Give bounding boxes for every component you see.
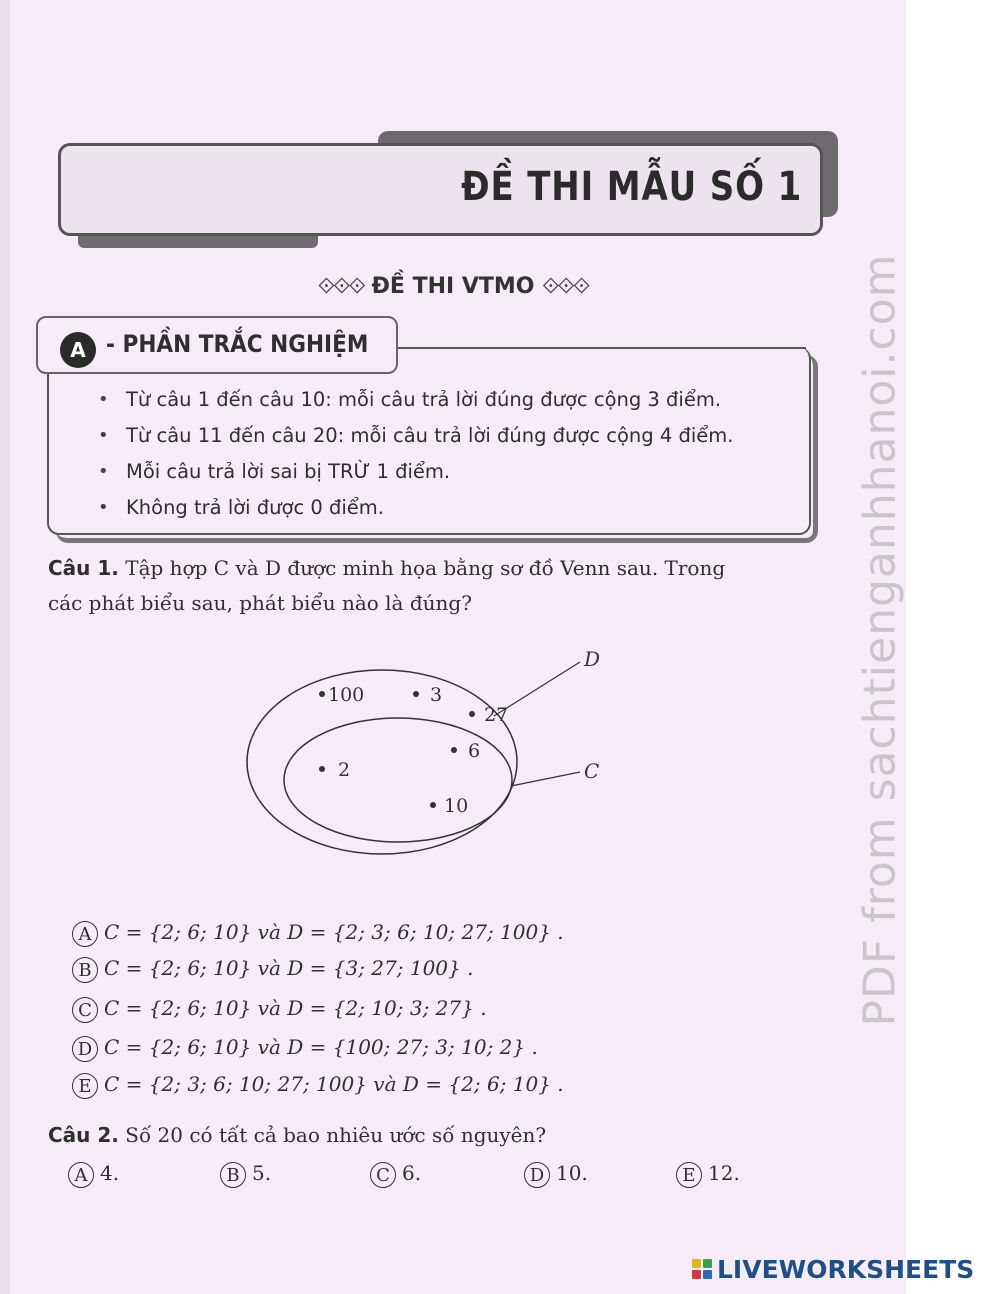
element-dot xyxy=(430,802,436,808)
liveworksheets-logo[interactable] xyxy=(692,1254,974,1284)
set-d-ellipse xyxy=(247,670,517,854)
title-banner xyxy=(58,143,823,236)
option-text: 4. xyxy=(100,1161,120,1185)
logo-grid-icon xyxy=(692,1259,712,1279)
option-letter-circle[interactable]: A xyxy=(72,921,98,947)
q2-option-c[interactable] xyxy=(370,1158,421,1188)
option-text: 12. xyxy=(708,1161,740,1185)
element-label: 27 xyxy=(484,704,509,726)
page-title: ĐỀ THI MẪU SỐ 1 xyxy=(461,164,802,210)
element-label: 3 xyxy=(430,684,443,706)
ornament-right-icon: ⟐⟐⟐ xyxy=(542,274,589,299)
element-label: 100 xyxy=(328,684,365,706)
q2-option-a[interactable] xyxy=(68,1158,119,1188)
element-dot xyxy=(413,691,419,697)
q2-option-b[interactable] xyxy=(220,1158,271,1188)
option-text: C = {2; 6; 10} và D = {2; 3; 6; 10; 27; 100} . xyxy=(104,920,564,944)
subtitle-text: ĐỀ THI VTMO xyxy=(371,274,535,299)
exam-subtitle xyxy=(0,274,906,299)
question-2-text: Số 20 có tất cả bao nhiêu ước số nguyên? xyxy=(125,1123,547,1147)
element-label: 6 xyxy=(468,740,481,762)
option-letter-circle[interactable]: A xyxy=(68,1162,94,1188)
rule-item: • Không trả lời được 0 điểm. xyxy=(96,491,733,527)
question-1-line2: các phát biểu sau, phát biểu nào là đúng? xyxy=(48,591,472,615)
question-1-stem xyxy=(48,556,725,580)
option-text: C = {2; 3; 6; 10; 27; 100} và D = {2; 6; 10} . xyxy=(104,1072,564,1096)
option-text: C = {2; 6; 10} và D = {3; 27; 100} . xyxy=(104,956,474,980)
element-label: 2 xyxy=(338,759,351,781)
option-letter-circle[interactable]: D xyxy=(72,1036,98,1062)
option-letter-circle[interactable]: D xyxy=(524,1162,550,1188)
rule-item: • Từ câu 11 đến câu 20: mỗi câu trả lời đúng được cộng 4 điểm. xyxy=(96,419,733,455)
ornament-left-icon: ⟐⟐⟐ xyxy=(317,274,364,299)
option-text: 5. xyxy=(252,1161,272,1185)
q2-option-e[interactable] xyxy=(676,1158,740,1188)
element-dot xyxy=(451,747,457,753)
section-top-rule xyxy=(390,347,806,349)
watermark: PDF from sachtienganhhanoi.com xyxy=(854,253,906,1027)
element-dot xyxy=(469,711,475,717)
venn-diagram xyxy=(240,640,640,870)
logo-square xyxy=(692,1259,701,1268)
set-c-label: C xyxy=(584,759,600,783)
question-1-line1: Tập hợp C và D được minh họa bằng sơ đồ Venn sau. Trong xyxy=(125,556,726,580)
section-title: - PHẦN TRẮC NGHIỆM xyxy=(106,330,369,358)
option-text: 10. xyxy=(556,1161,588,1185)
question-2-label: Câu 2. xyxy=(48,1123,119,1147)
option-text: C = {2; 6; 10} và D = {2; 10; 3; 27} . xyxy=(104,996,487,1020)
q1-option-e[interactable] xyxy=(72,1069,564,1099)
q1-option-b[interactable] xyxy=(72,953,473,983)
scan-edge xyxy=(0,0,10,1294)
logo-square xyxy=(703,1259,712,1268)
logo-text: LIVEWORKSHEETS xyxy=(717,1254,975,1284)
logo-square xyxy=(703,1270,712,1279)
set-c-pointer xyxy=(511,772,580,786)
option-letter-circle[interactable]: B xyxy=(72,957,98,983)
option-letter-circle[interactable]: E xyxy=(676,1162,702,1188)
element-label: 10 xyxy=(444,795,469,817)
question-1-label: Câu 1. xyxy=(48,556,119,580)
option-letter-circle[interactable]: C xyxy=(72,997,98,1023)
q1-option-c[interactable] xyxy=(72,993,487,1023)
rule-item: • Từ câu 1 đến câu 10: mỗi câu trả lời đúng được cộng 3 điểm. xyxy=(96,383,733,419)
q2-option-d[interactable] xyxy=(524,1158,588,1188)
section-badge: A xyxy=(60,332,96,368)
logo-square xyxy=(692,1270,701,1279)
option-letter-circle[interactable]: B xyxy=(220,1162,246,1188)
option-letter-circle[interactable]: E xyxy=(72,1073,98,1099)
question-2-stem xyxy=(48,1123,546,1147)
option-text: C = {2; 6; 10} và D = {100; 27; 3; 10; 2} . xyxy=(104,1035,538,1059)
scoring-rules-list xyxy=(96,383,733,527)
set-d-label: D xyxy=(584,647,601,671)
q1-option-a[interactable] xyxy=(72,917,564,947)
element-dot xyxy=(319,766,325,772)
q1-option-d[interactable] xyxy=(72,1032,538,1062)
set-c-ellipse xyxy=(284,718,512,842)
element-dot xyxy=(319,691,325,697)
option-text: 6. xyxy=(402,1161,422,1185)
option-letter-circle[interactable]: C xyxy=(370,1162,396,1188)
rule-item: • Mỗi câu trả lời sai bị TRỪ 1 điểm. xyxy=(96,455,733,491)
